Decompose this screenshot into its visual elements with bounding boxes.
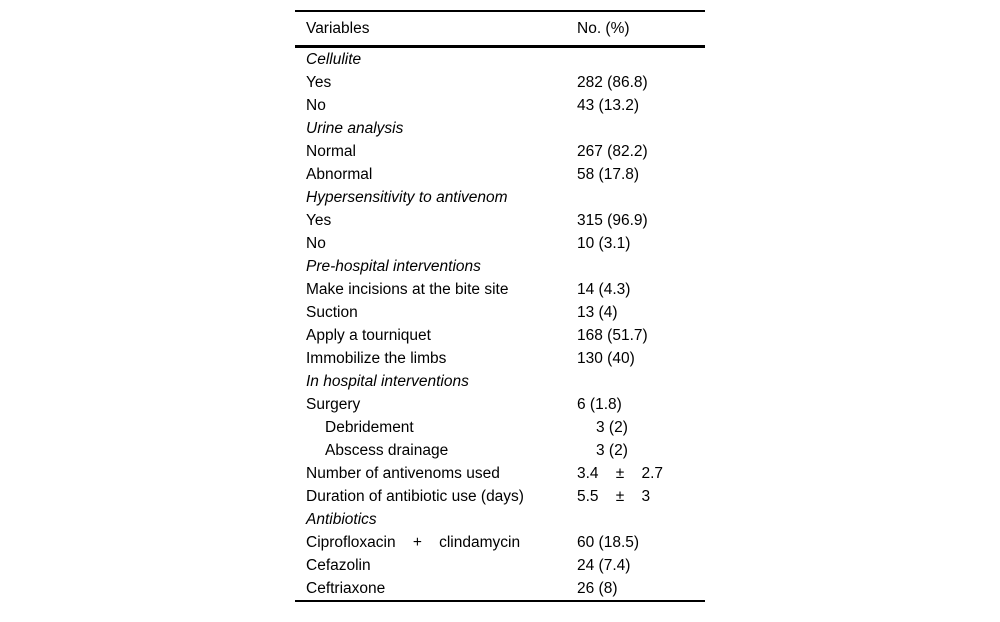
table-row — [295, 255, 705, 278]
table-row — [295, 324, 705, 347]
value-cell: 168 (51.7) — [577, 327, 648, 344]
variable-cell: Immobilize the limbs — [306, 350, 447, 367]
variable-cell: Antibiotics — [306, 511, 377, 528]
table-row — [295, 301, 705, 324]
variable-cell: Number of antivenoms used — [306, 465, 500, 482]
table-row — [295, 370, 705, 393]
table-row — [295, 232, 705, 255]
variable-cell: Cefazolin — [306, 557, 371, 574]
table-rule-bottom — [295, 600, 705, 602]
variable-cell: Hypersensitivity to antivenom — [306, 189, 508, 206]
value-cell: 267 (82.2) — [577, 143, 648, 160]
value-cell: 10 (3.1) — [577, 235, 631, 252]
table-row — [295, 48, 705, 71]
value-cell: 130 (40) — [577, 350, 635, 367]
variable-cell: Make incisions at the bite site — [306, 281, 509, 298]
table-body — [295, 48, 705, 600]
value-cell: 24 (7.4) — [577, 557, 631, 574]
variable-cell: Pre-hospital interventions — [306, 258, 481, 275]
table-row — [295, 416, 705, 439]
table-row — [295, 278, 705, 301]
variable-cell: No — [306, 235, 326, 252]
table-row — [295, 393, 705, 416]
table-row — [295, 485, 705, 508]
table-header-row — [295, 12, 705, 45]
value-cell: 58 (17.8) — [577, 166, 640, 183]
value-cell: 26 (8) — [577, 580, 618, 597]
table-row — [295, 347, 705, 370]
variable-cell: Yes — [306, 74, 332, 91]
variable-cell: Apply a tourniquet — [306, 327, 431, 344]
variable-cell: In hospital interventions — [306, 373, 469, 390]
value-cell: 282 (86.8) — [577, 74, 648, 91]
table-row — [295, 508, 705, 531]
variable-cell: Abscess drainage — [325, 442, 449, 459]
table-row — [295, 531, 705, 554]
value-cell: 3.4 ± 2.7 — [577, 465, 664, 482]
data-table — [295, 10, 705, 602]
table-row — [295, 140, 705, 163]
variable-cell: No — [306, 97, 326, 114]
table-row — [295, 163, 705, 186]
variable-cell: Ceftriaxone — [306, 580, 386, 597]
variable-cell: Abnormal — [306, 166, 373, 183]
table-row — [295, 554, 705, 577]
value-cell: 60 (18.5) — [577, 534, 640, 551]
table-row — [295, 117, 705, 140]
table-row — [295, 209, 705, 232]
value-cell: 315 (96.9) — [577, 212, 648, 229]
variable-cell: Ciprofloxacin + clindamycin — [306, 534, 521, 551]
variable-cell: Urine analysis — [306, 120, 404, 137]
column-header-no-pct: No. (%) — [577, 20, 630, 37]
table-row — [295, 186, 705, 209]
value-cell: 13 (4) — [577, 304, 618, 321]
table-row — [295, 577, 705, 600]
column-header-variables: Variables — [306, 20, 370, 37]
table-row — [295, 94, 705, 117]
variable-cell: Suction — [306, 304, 358, 321]
variable-cell: Cellulite — [306, 51, 362, 68]
variable-cell: Duration of antibiotic use (days) — [306, 488, 524, 505]
table-row — [295, 439, 705, 462]
value-cell: 3 (2) — [596, 442, 628, 459]
variable-cell: Debridement — [325, 419, 414, 436]
value-cell: 43 (13.2) — [577, 97, 640, 114]
table-row — [295, 462, 705, 485]
variable-cell: Surgery — [306, 396, 361, 413]
value-cell: 6 (1.8) — [577, 396, 622, 413]
variable-cell: Yes — [306, 212, 332, 229]
value-cell: 5.5 ± 3 — [577, 488, 651, 505]
variable-cell: Normal — [306, 143, 356, 160]
value-cell: 14 (4.3) — [577, 281, 631, 298]
table-row — [295, 71, 705, 94]
value-cell: 3 (2) — [596, 419, 628, 436]
